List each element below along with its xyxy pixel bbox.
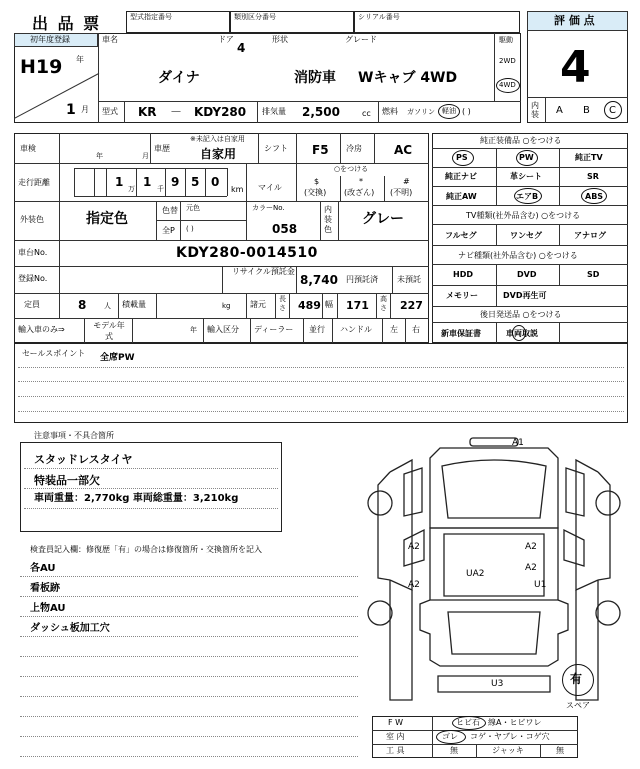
navi-dvd: DVD: [517, 270, 537, 279]
equip-std-aw: 純正AW: [446, 192, 477, 201]
parallel-label: 並行: [309, 325, 325, 334]
footer-tools-label: 工 具: [386, 746, 405, 755]
footer-interior-a: ゴレ: [442, 732, 458, 741]
mileage-digit-1: 1: [115, 175, 124, 189]
note-line-2: 特装品一部欠: [34, 474, 100, 487]
displacement: 2,500: [302, 105, 340, 119]
altered-symbol: *: [359, 177, 363, 186]
repaint-label: 色替: [162, 206, 178, 215]
right-hand-label: 右: [412, 325, 420, 334]
interior-b: B: [583, 105, 590, 116]
mileage-digit-3: 9: [171, 175, 180, 189]
people-unit: 人: [104, 302, 111, 310]
orig-color-paren: ( ): [186, 225, 194, 233]
year-unit: 年: [76, 55, 84, 64]
month-unit: 月: [81, 105, 89, 114]
std-equipment-title: 純正装備品 ○をつける: [480, 136, 562, 145]
kg-unit: kg: [222, 302, 231, 310]
history-note: ※未記入は自家用: [190, 135, 245, 143]
cc-unit: cc: [362, 109, 371, 118]
inspector-line-2: 看板跡: [30, 583, 60, 594]
doors: 4: [237, 41, 246, 55]
inspector-line-4: ダッシュ板加工穴: [30, 623, 110, 634]
damage-mark-a2-left: A2: [408, 542, 420, 552]
mile-label: マイル: [258, 183, 282, 192]
spare-label: スペア: [566, 701, 590, 710]
drive-2wd: 2WD: [499, 57, 516, 65]
model-dash: －: [170, 105, 183, 119]
orig-color-label: 元色: [186, 204, 200, 212]
footer-tools-jack: ジャッキ: [492, 746, 524, 755]
damage-mark-a2-left-lower: A2: [408, 580, 420, 590]
km-unit: km: [231, 185, 244, 194]
dims-label: 諸元: [250, 300, 266, 309]
footer-tools-c: 無: [556, 746, 564, 755]
score-label: 評 価 点: [554, 14, 595, 27]
form-title: 出 品 票: [32, 14, 102, 33]
first-reg-month: 1: [66, 102, 76, 118]
interior-c: C: [609, 105, 616, 116]
model-spec-no-label: 型式指定番号: [130, 13, 172, 21]
shift-label: シフト: [264, 144, 288, 153]
equip-pw: PW: [519, 153, 534, 162]
left-hand-label: 左: [390, 325, 398, 334]
model-year-unit: 年: [190, 326, 197, 334]
footer-interior-label: 室 内: [386, 732, 405, 741]
sales-point-text: 全席PW: [100, 353, 135, 363]
car-name: ダイナ: [158, 70, 200, 86]
mileage-digit-2: 1: [143, 175, 152, 189]
inspector-line-3: 上物AU: [30, 603, 66, 614]
navi-memory: メモリー: [446, 291, 478, 300]
doc-warranty: 新車保証書: [441, 329, 481, 338]
ac-label: 冷房: [346, 144, 362, 153]
footer-fw-a: ヒビ石: [456, 718, 480, 727]
exchanged-symbol: $: [314, 177, 320, 186]
sen-unit: 千: [157, 185, 164, 193]
model-label: 型式: [102, 107, 118, 116]
shift: F5: [312, 143, 329, 157]
import-label: 輸入車のみ⇒: [18, 325, 65, 334]
equip-sr: SR: [587, 172, 599, 181]
damage-mark-a2-right-lower: A2: [525, 563, 537, 573]
damage-mark-a2-right: A2: [525, 542, 537, 552]
navi-dvd-play: DVD再生可: [503, 291, 547, 300]
note-line-1: スタッドレスタイヤ: [34, 453, 133, 466]
doors-label: ドア: [218, 35, 234, 44]
footer-interior-b: コゲ・ヤブレ・コゲ穴: [470, 732, 550, 741]
navi-sd: SD: [587, 270, 600, 279]
mileage-digit-4: 5: [191, 175, 200, 189]
capacity: 8: [78, 298, 87, 312]
navi-hdd: HDD: [453, 270, 473, 279]
interior-label: 内装: [531, 101, 539, 119]
reg-no-label: 登録No.: [18, 274, 48, 283]
mileage-digit-5: 0: [211, 175, 220, 189]
inspector-line-1: 各AU: [30, 563, 56, 574]
damage-mark-a1: A1: [512, 438, 524, 448]
recycle-label: リサイクル預託金: [232, 267, 295, 276]
length: 489: [298, 299, 321, 312]
shape-label: 形状: [272, 35, 288, 44]
tv-type-title: TV種類(社外品含む) ○をつける: [466, 211, 581, 220]
footer-tools-a: 無: [450, 746, 458, 755]
color-label: 外装色: [20, 215, 44, 224]
damage-mark-ua2: UA2: [466, 569, 485, 579]
mileage-label: 走行距離: [18, 178, 50, 187]
chassis-no: KDY280-0014510: [176, 245, 318, 261]
equip-leather: 革シート: [510, 172, 542, 181]
model-prefix: KR: [138, 105, 157, 119]
damage-mark-u3: U3: [491, 679, 504, 689]
width: 171: [346, 299, 369, 312]
model-year-label: モデル年式: [93, 321, 125, 341]
tv-fullseg: フルセグ: [445, 231, 477, 240]
inspection-label: 車検: [20, 144, 36, 153]
fuel-other: ( ): [462, 107, 471, 116]
recycle-pending: 未預託: [397, 275, 421, 284]
equip-std-tv: 純正TV: [575, 153, 603, 162]
drive-4wd: 4WD: [499, 81, 516, 89]
interior-color-label: 内装色: [324, 205, 332, 234]
later-docs-title: 後日発送品 ○をつける: [480, 310, 562, 319]
grade-label: グレード: [345, 35, 377, 44]
inspection-month-unit: 月: [142, 152, 149, 160]
damage-mark-u1: U1: [534, 580, 547, 590]
footer-fw-b: 線A・ヒビワレ: [488, 718, 542, 727]
car-name-label: 車名: [102, 35, 118, 44]
fuel-label: 燃料: [382, 107, 398, 116]
navi-type-title: ナビ種類(社外品含む) ○をつける: [458, 251, 578, 260]
man-unit: 万: [128, 185, 135, 193]
grade: Wキャブ 4WD: [358, 70, 458, 86]
dealer-label: ディーラー: [254, 325, 294, 334]
length-label: 長さ: [279, 295, 286, 312]
drive-label: 駆動: [499, 36, 513, 44]
footer-fw-label: F W: [388, 718, 404, 727]
load-label: 積載量: [122, 300, 146, 309]
handle-label: ハンドル: [340, 325, 372, 334]
height: 227: [400, 299, 423, 312]
recycle-amount: 8,740: [300, 273, 338, 287]
all-paint-label: 全P: [162, 226, 175, 235]
doc-manual: 車両取説: [506, 329, 538, 338]
notes-label: 注意事項・不具合箇所: [34, 431, 114, 440]
sales-point-label: セールスポイント: [22, 349, 86, 358]
spare-value: 有: [570, 672, 583, 686]
equip-ps: PS: [456, 153, 468, 162]
inspection-year-unit: 年: [96, 152, 103, 160]
width-label: 幅: [325, 300, 333, 309]
equip-airbag: エアB: [516, 192, 539, 201]
equip-abs: ABS: [585, 192, 604, 201]
first-reg-label: 初年度登録: [30, 35, 70, 44]
fuel-diesel: 軽油: [442, 107, 456, 115]
inspector-label: 検査員記入欄：修復歴「有」の場合は修復箇所・交換箇所を記入: [30, 545, 262, 554]
recycle-unit: 円預託済: [346, 275, 378, 284]
interior-a: A: [556, 105, 563, 116]
interior-color: グレー: [362, 211, 404, 227]
height-label: 高さ: [380, 295, 387, 312]
serial-no-label: シリアル番号: [358, 13, 400, 21]
history-label: 車歴: [154, 144, 170, 153]
score-value: 4: [560, 42, 591, 93]
category-no-label: 類別区分番号: [234, 13, 276, 21]
unknown-label: (不明): [390, 188, 413, 197]
capacity-label: 定員: [24, 300, 40, 309]
import-category-label: 輸入区分: [207, 325, 239, 334]
color-no-label: カラーNo.: [252, 204, 285, 212]
chassis-label: 車台No.: [18, 248, 48, 257]
first-reg-era: H19: [20, 56, 63, 78]
exchanged-label: (交換): [304, 188, 327, 197]
altered-label: (改ざん): [344, 188, 375, 197]
odometer-circle-note: ○をつける: [334, 165, 369, 173]
color: 指定色: [86, 211, 128, 227]
fuel-gasoline: ガソリン: [407, 108, 435, 116]
unknown-symbol: #: [403, 177, 410, 186]
note-line-3: 車両重量：2,770kg 車両総重量：3,210kg: [34, 493, 239, 504]
vehicle-damage-diagram: [360, 430, 628, 708]
displacement-label: 排気量: [262, 107, 286, 116]
color-no: 058: [272, 222, 298, 236]
tv-analog: アナログ: [574, 231, 606, 240]
shape: 消防車: [294, 70, 336, 86]
equip-std-navi: 純正ナビ: [445, 172, 477, 181]
ac: AC: [394, 143, 413, 157]
tv-oneseg: ワンセグ: [510, 231, 542, 240]
model-code: KDY280: [194, 105, 247, 119]
history: 自家用: [200, 147, 237, 161]
